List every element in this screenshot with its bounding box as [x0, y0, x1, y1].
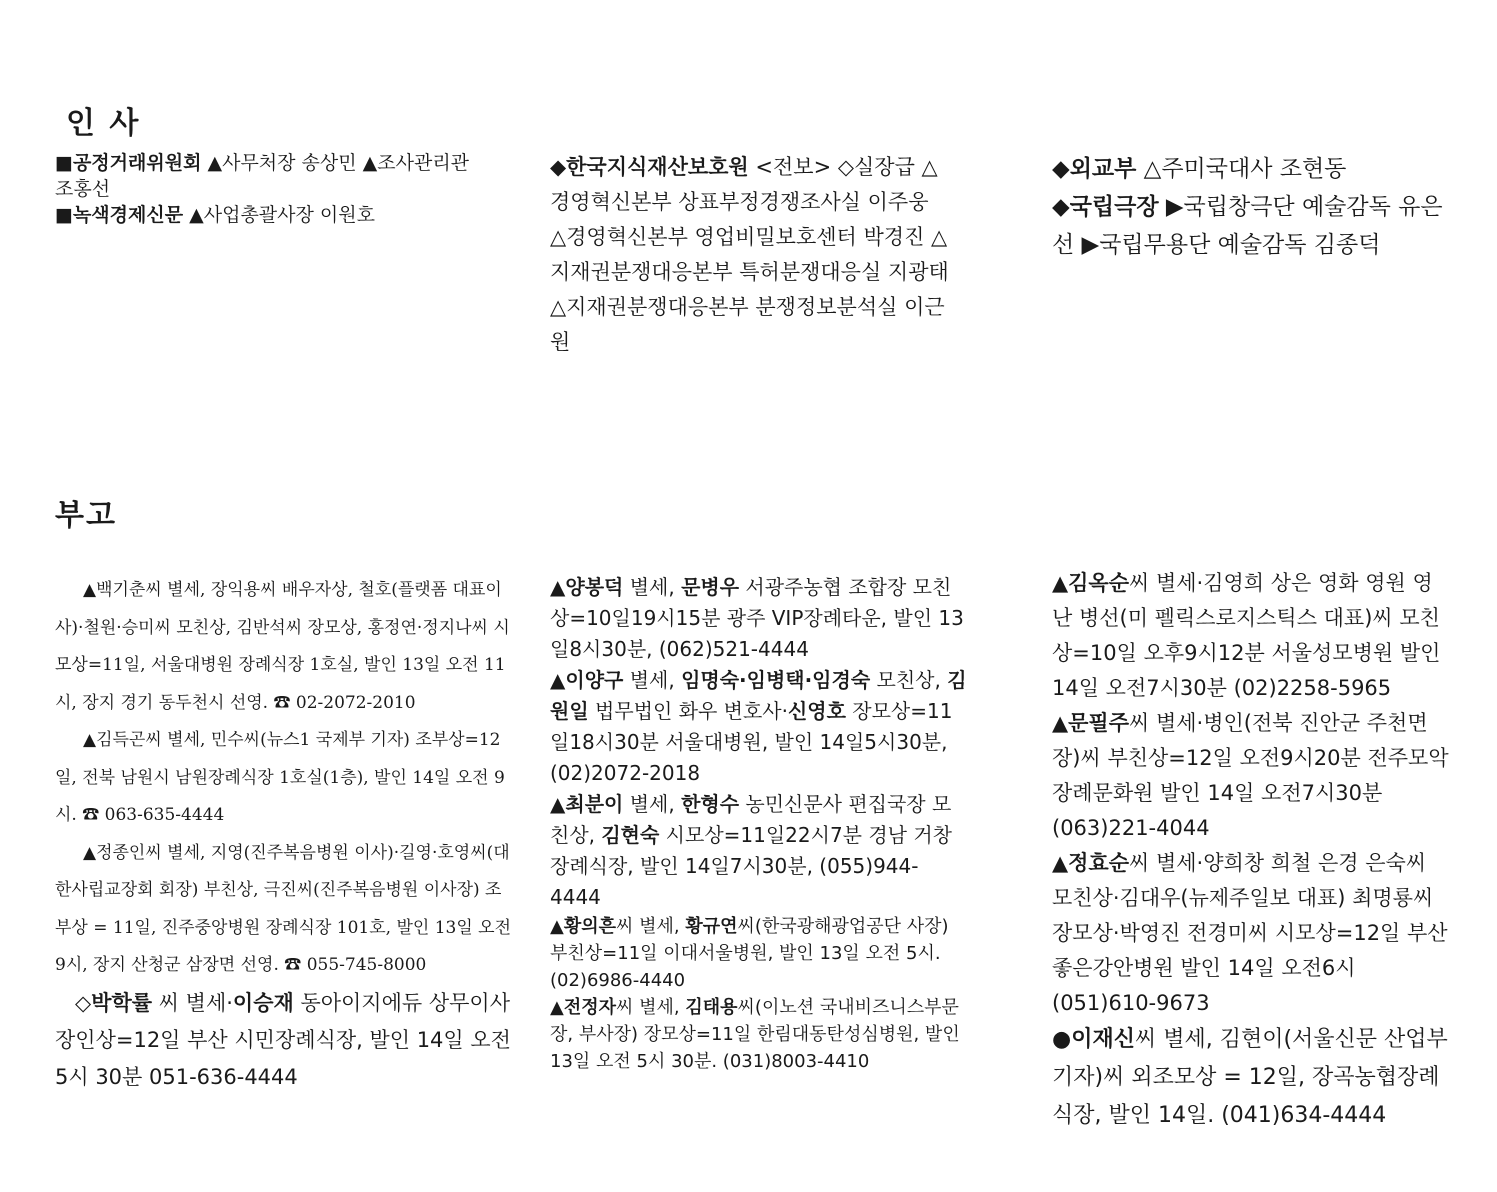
obituary-entry: ◇박학률 씨 별세·이승재 동아이지에듀 상무이사 장인상=12일 부산 시민장례식장, 발인 14일 오전 5시 30분 051-636-4444 — [55, 990, 511, 1089]
bugo-heading: 부고 — [55, 498, 117, 533]
insa-entry: ◆외교부 △주미국대사 조현동 — [1052, 156, 1347, 182]
obituary-entry: ▲정종인씨 별세, 지영(진주복음병원 이사)·길영·호영씨(대한사립교장회 회장) 부친상, 극진씨(진주복음병원 이사장) 조부상 = 11일, 진주중앙병원 장례식장 101호, 발인 13일 오전 9시, 장지 산청군 삼장면 선영. ☎ 055-745-8000 — [55, 842, 512, 975]
obituary-entry: ▲김옥순씨 별세·김영희 상은 영화 영원 영난 병선(미 펠릭스로지스틱스 대표)씨 모친상=10일 오후9시12분 서울성모병원 발인 14일 오전7시30분 (02)2258-5965 — [1052, 571, 1441, 700]
insa-heading: 인 사 — [66, 106, 141, 141]
insa-column-2 — [550, 150, 950, 360]
obituary-entry: ▲김득곤씨 별세, 민수씨(뉴스1 국제부 기자) 조부상=12일, 전북 남원시 남원장례식장 1호실(1층), 발인 14일 오전 9시. ☎ 063-635-4444 — [55, 730, 505, 825]
obituary-entry: ▲이양구 별세, 임명숙·임병택·임경숙 모친상, 김원일 법무법인 화우 변호사·신영호 장모상=11일18시30분 서울대병원, 발인 14일5시30분, (02)2072-2018 — [550, 668, 967, 785]
obituary-entry: ▲정효순씨 별세·양희창 희철 은경 은숙씨 모친상·김대우(뉴제주일보 대표) 최명룡씨 장모상·박영진 전경미씨 시모상=12일 부산좋은강안병원 발인 14일 오전6시 (051)610-9673 — [1052, 851, 1448, 1015]
insa-column-1 — [55, 150, 475, 228]
obituary-entry: ▲문필주씨 별세·병인(전북 진안군 주천면장)씨 부친상=12일 오전9시20분 전주모악장례문화원 발인 14일 오전7시30분 (063)221-4044 — [1052, 711, 1449, 840]
insa-entry: ■공정거래위원회 ▲사무처장 송상민 ▲조사관리관 조홍선 — [55, 152, 470, 200]
bugo-column-2 — [550, 572, 968, 1075]
insa-entry: ◆한국지식재산보호원 <전보> ◇실장급 △경영혁신본부 상표부정경쟁조사실 이주웅 △경영혁신본부 영업비밀보호센터 박경진 △지재권분쟁대응본부 특허분쟁대응실 지광태 △지재권분쟁대응본부 분쟁정보분석실 이근원 — [550, 155, 949, 354]
insa-column-3 — [1052, 150, 1452, 264]
obituary-entry: ▲백기춘씨 별세, 장익용씨 배우자상, 철호(플랫폼 대표이사)·철원·승미씨 모친상, 김반석씨 장모상, 홍정연·정지나씨 시모상=11일, 서울대병원 장례식장 1호실, 발인 13일 오전 11시, 장지 경기 동두천시 선영. ☎ 02-2072-2010 — [55, 580, 510, 713]
obituary-entry: ▲양봉덕 별세, 문병우 서광주농협 조합장 모친상=10일19시15분 광주 VIP장례타운, 발인 13일8시30분, (062)521-4444 — [550, 575, 964, 661]
bugo-column-1 — [55, 572, 515, 1096]
obituary-entry: ▲황의흔씨 별세, 황규연씨(한국광해광업공단 사장) 부친상=11일 이대서울병원, 발인 13일 오전 5시. (02)6986-4440 — [550, 916, 949, 991]
obituary-entry: ▲전정자씨 별세, 김태용씨(이노션 국내비즈니스부문장, 부사장) 장모상=11일 한림대동탄성심병원, 발인 13일 오전 5시 30분. (031)8003-4410 — [550, 997, 960, 1072]
obituary-entry: ●이재신씨 별세, 김현이(서울신문 산업부 기자)씨 외조모상 = 12일, 장곡농협장례식장, 발인 14일. (041)634-4444 — [1052, 1027, 1448, 1128]
bugo-column-3 — [1052, 566, 1452, 1135]
obituary-entry: ▲최분이 별세, 한형수 농민신문사 편집국장 모친상, 김현숙 시모상=11일22시7분 경남 거창장례식장, 발인 14일7시30분, (055)944-4444 — [550, 792, 952, 909]
insa-entry: ■녹색경제신문 ▲사업총괄사장 이원호 — [55, 204, 375, 226]
insa-entry: ◆국립극장 ▶국립창극단 예술감독 유은선 ▶국립무용단 예술감독 김종덕 — [1052, 194, 1443, 258]
